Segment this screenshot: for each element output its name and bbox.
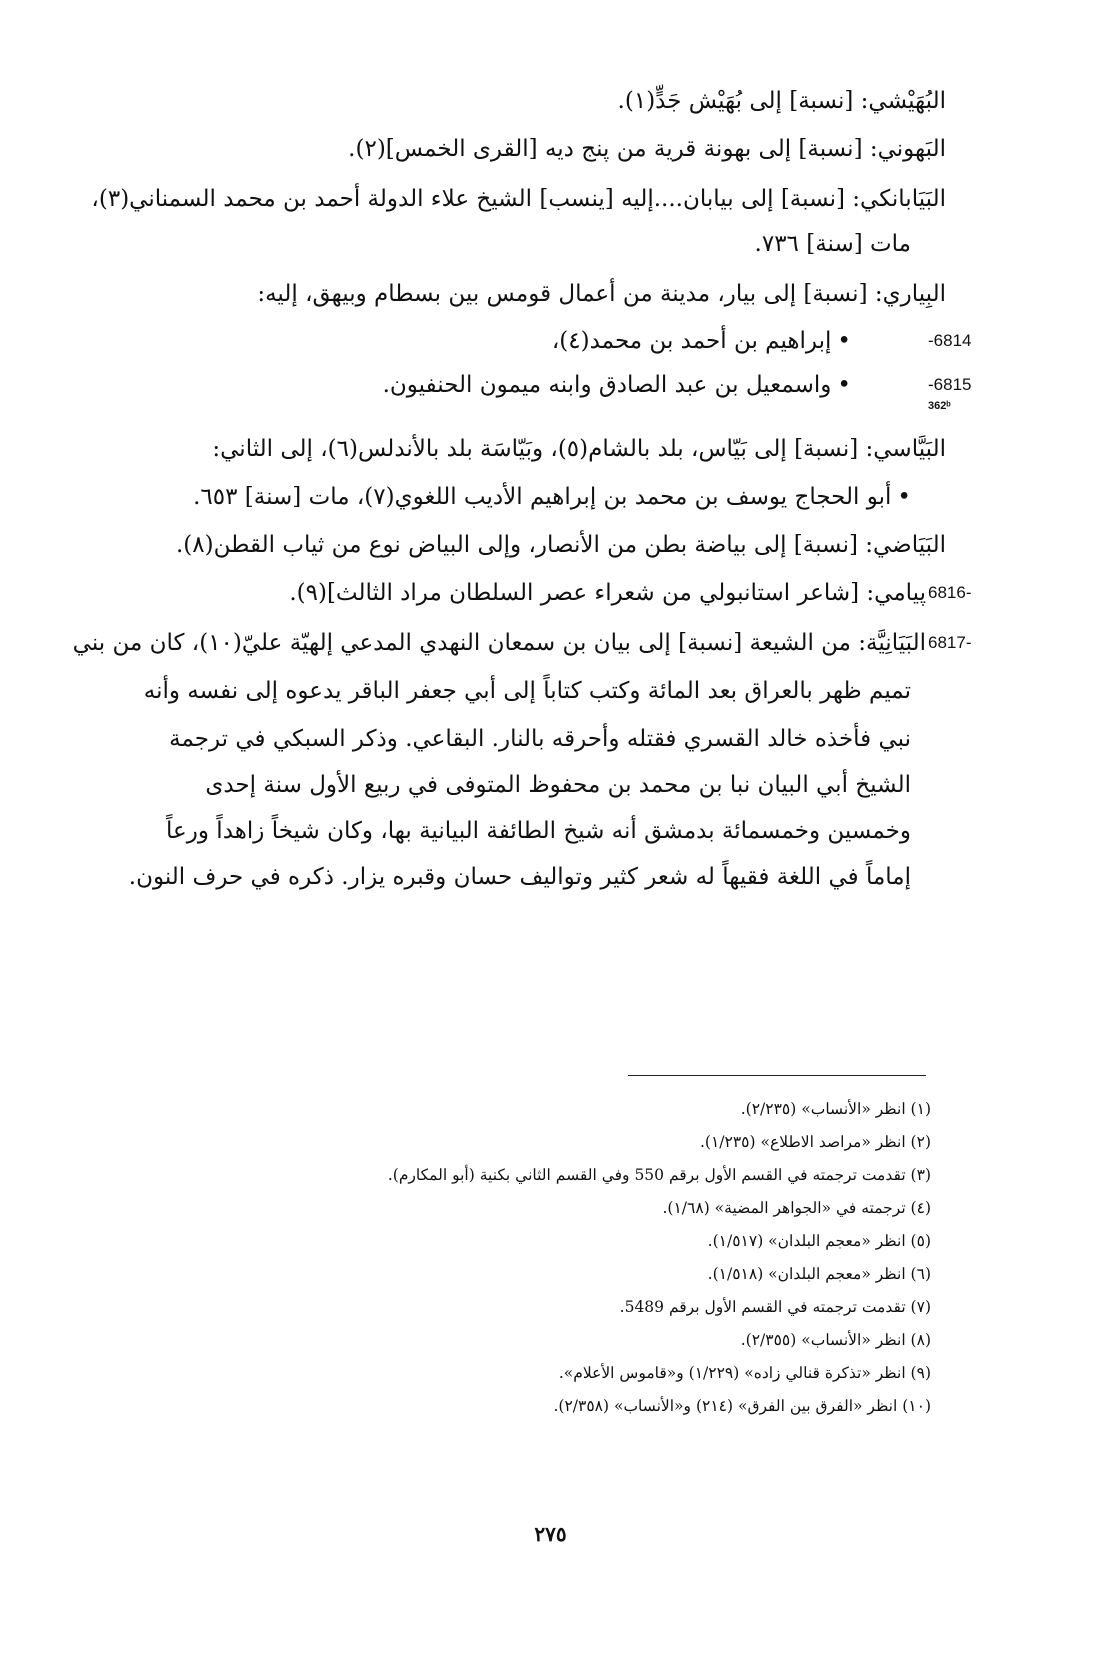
- footnote: (١٠) انظر «الفرق بين الفرق» (٢١٤) و«الأنساب» (٢/٣٥٨).: [553, 1397, 931, 1415]
- paragraph-line: إماماً في اللغة فقيهاً له شعر كثير وتواليف حسان وقبره يزار. ذكره في حرف النون.: [128, 864, 911, 890]
- footnote-separator: [628, 1075, 926, 1076]
- entry-bayyasi: البَيَّاسي: [نسبة] إلى بَيّاس، بلد بالشام(٥)، وبَيّاسَة بلد بالأندلس(٦)، إلى الثاني:: [212, 436, 946, 462]
- footnote: (٨) انظر «الأنساب» (٢/٣٥٥).: [740, 1331, 931, 1349]
- bullet-icon: •: [837, 328, 851, 354]
- entry-number: -6814: [928, 331, 972, 350]
- page-number: ٢٧٥: [534, 1522, 567, 1546]
- list-item: [110, 478, 911, 516]
- paragraph-line: وخمسين وخمسمائة بدمشق أنه شيخ الطائفة البيانية بها، وكان شيخاً زاهداً ورعاً: [166, 818, 911, 844]
- footnote: (٣) تقدمت ترجمته في القسم الأول برقم 550 وفي القسم الثاني بكنية (أبو المكارم).: [387, 1166, 931, 1184]
- list-item: [110, 366, 851, 404]
- entry-bayaniyya: البَيَانِيَّة: من الشيعة [نسبة] إلى بيان بن سمعان النهدي المدعي إلهيّة عليّ(١٠)، كان من بني: [72, 630, 926, 656]
- list-item: [110, 322, 851, 360]
- paragraph-line: نبي فأخذه خالد القسري فقتله وأحرقه بالنار. البقاعي. وذكر السبكي في ترجمة: [169, 726, 911, 752]
- paragraph-line: الشيخ أبي البيان نبا بن محمد بن محفوظ المتوفى في ربيع الأول سنة إحدى: [205, 772, 911, 798]
- entry-number: -6815: [928, 375, 972, 394]
- bullet-icon: •: [837, 372, 851, 398]
- entry-payami: پيامي: [شاعر استانبولي من شعراء عصر السلطان مراد الثالث](٩).: [289, 580, 926, 606]
- footnote: (١) انظر «الأنساب» (٢/٢٣٥).: [740, 1100, 931, 1118]
- footnote: (٢) انظر «مراصد الاطلاع» (١/٢٣٥).: [699, 1133, 931, 1151]
- list-item-text: واسمعيل بن عبد الصادق وابنه ميمون الحنفيون.: [382, 372, 832, 398]
- footnote: (٤) ترجمته في «الجواهر المضية» (١/٦٨).: [662, 1199, 931, 1217]
- footnote: (٩) انظر «تذكرة قنالي زاده» (١/٢٢٩) و«قاموس الأعلام».: [558, 1364, 931, 1382]
- margin-reference: 362ᵇ: [928, 400, 951, 412]
- entry-bayadi: البَيَاضي: [نسبة] إلى بياضة بطن من الأنصار، وإلى البياض نوع من ثياب القطن(٨).: [175, 532, 946, 558]
- footnote: (٧) تقدمت ترجمته في القسم الأول برقم 5489.: [619, 1298, 931, 1316]
- entry-bayabanaki: البَيَابانكي: [نسبة] إلى بيابان....إليه [ينسب] الشيخ علاء الدولة أحمد بن محمد السمناني(٣)،: [91, 186, 946, 212]
- entry-bayabanaki-cont: مات [سنة] ٧٣٦.: [754, 231, 911, 257]
- list-item-text: إبراهيم بن أحمد بن محمد(٤)،: [551, 328, 832, 354]
- entry-biyari: البِياري: [نسبة] إلى بيار، مدينة من أعمال قومس بين بسطام وبيهق، إليه:: [257, 281, 946, 307]
- list-item-text: أبو الحجاج يوسف بن محمد بن إبراهيم الأديب اللغوي(٧)، مات [سنة] ٦٥٣.: [193, 484, 892, 510]
- footnote: (٥) انظر «معجم البلدان» (١/٥١٧).: [707, 1232, 931, 1250]
- entry-buhayshi: البُهَيْشي: [نسبة] إلى بُهَيْش جَدٍّ(١).: [617, 88, 946, 114]
- entry-number: 6817-: [928, 633, 972, 652]
- entry-number: 6816-: [928, 583, 972, 602]
- footnote: (٦) انظر «معجم البلدان» (١/٥١٨).: [707, 1265, 931, 1283]
- bullet-icon: •: [897, 484, 911, 510]
- entry-bahuni: البَهوني: [نسبة] إلى بهونة قرية من پنج ديه [القرى الخمس](٢).: [348, 136, 946, 162]
- paragraph-line: تميم ظهر بالعراق بعد المائة وكتب كتاباً إلى أبي جعفر الباقر يدعوه إلى نفسه وأنه: [143, 678, 911, 704]
